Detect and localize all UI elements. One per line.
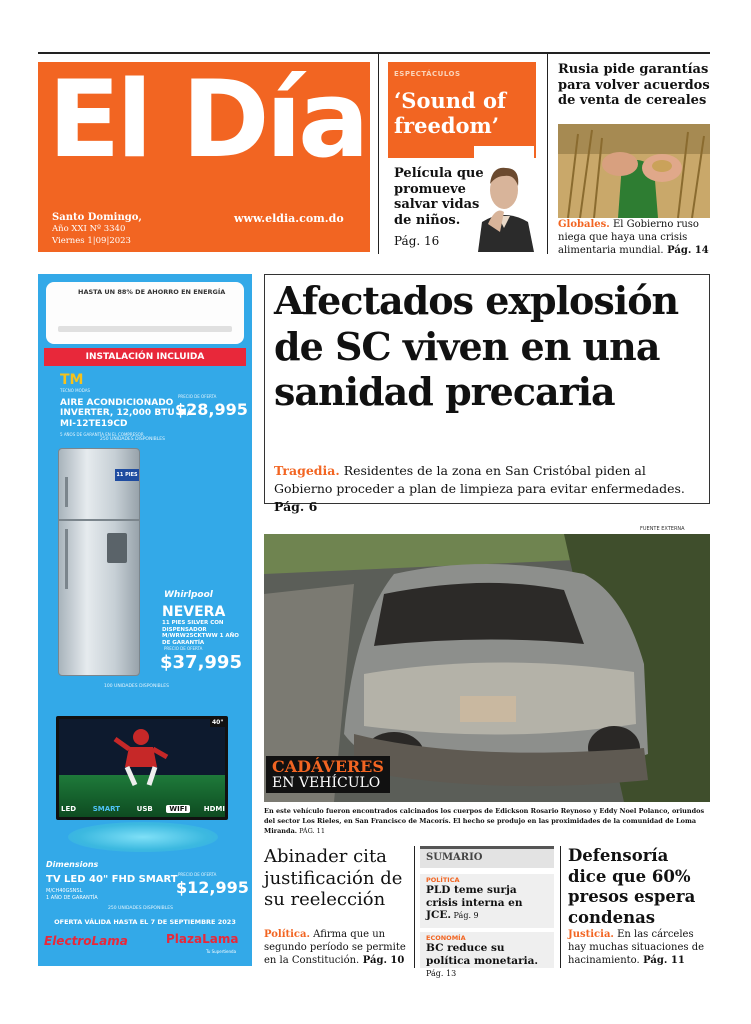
tv-price: $12,995 [176,878,249,897]
sumario-category: ECONOMÍA [426,934,466,942]
sumario-item[interactable] [420,874,554,928]
electrolama-logo: ElectroLama [44,934,128,948]
masthead-city: Santo Domingo, [52,212,142,223]
defensoria-summary: Justicia. En las cárceles hay muchas situaciones de hacinamiento. Pág. 11 [568,929,705,966]
fridge-units: 100 UNIDADES DISPONIBLES [104,684,169,689]
sumario-category: POLÍTICA [426,876,460,884]
fridge-price-label: PRECIO DE OFERTA [164,646,203,651]
feature-hdmi: HDMI [203,805,225,813]
feature-led: LED [61,805,77,813]
tv-size-badge: 40" [212,719,224,726]
photo-label-title: CADÁVERES [272,757,384,776]
lead-summary: Tragedia. Residentes de la zona en San Cristóbal piden al Gobierno proceder a plan de limpieza para evitar enfermedades. Pág. 6 [274,463,685,515]
offer-validity: OFERTA VÁLIDA HASTA EL 7 DE SEPTIEMBRE 2023 [54,918,236,926]
abinader-headline[interactable]: Abinader cita justificación de su reelección [264,846,403,911]
espectaculos-teaser[interactable] [388,62,536,252]
tm-logo: TM [60,372,84,388]
ac-warranty: 5 AÑOS DE GARANTÍA EN EL COMPRESOR [60,432,144,437]
lead-headline[interactable]: Afectados explosión de SC viven en una sanidad precaria [274,278,679,415]
section-tag: Justicia. [568,929,614,940]
feature-usb: USB [136,805,153,813]
football-player-icon [113,727,169,787]
masthead-date: Viernes 1|09|2023 [52,236,131,246]
install-banner: INSTALACIÓN INCLUIDA [44,348,246,366]
masthead [38,58,370,252]
top-rule [38,52,710,54]
section-tag: Tragedia. [274,463,340,478]
fridge-title: NEVERA [162,604,226,620]
section-tag: Globales. [558,219,610,230]
fridge-size-badge: 11 PIES [115,469,139,481]
advertisement[interactable] [38,274,252,966]
photo-credit: FUENTE EXTERNA [640,526,685,532]
sumario-item[interactable] [420,932,554,979]
tv-units: 250 UNIDADES DISPONIBLES [108,906,173,911]
fridge-price: $37,995 [160,652,242,673]
defensoria-headline[interactable]: Defensoría dice que 60% presos espera condenas [568,846,696,927]
air-conditioner-image [46,282,244,344]
tv-title: TV LED 40" FHD SMART [46,874,178,885]
russia-headline[interactable]: Rusia pide garantías para volver acuerdos de venta de cereales [558,62,710,109]
teaser-description: Película que promueve salvar vidas de niños. [394,166,484,228]
teaser-title: ‘Sound of freedom’ [394,88,507,139]
plazalama-logo: PlazaLama [166,932,239,946]
photo-label-subtitle: EN VEHÍCULO [272,774,381,791]
sumario-header: SUMARIO [420,846,554,868]
column-divider [560,846,561,968]
tm-logo-sub: TECNO MODAS [60,388,91,393]
tv-features [58,802,228,816]
ac-grille [58,326,232,332]
tv-price-label: PRECIO DE OFERTA [178,872,217,877]
sumario-text: PLD teme surja crisis interna en JCE. Pág. 9 [426,884,523,922]
column-divider [547,54,548,254]
dimensions-logo: Dimensions [46,860,99,869]
section-kicker: ESPECTÁCULOS [394,70,461,78]
water-dispenser [107,533,127,563]
section-tag: Política. [264,929,310,940]
ac-price-label: PRECIO DE OFERTA [178,394,217,399]
refrigerator-image [58,448,140,676]
column-divider [414,846,415,968]
ac-units: 250 UNIDADES DISPONIBLES [100,437,165,442]
ac-product-title: AIRE ACONDICIONADO INVERTER, 12,000 BTU M/ MI-12TE19CD [60,398,191,429]
tv-model: M/CH40GSNSL [46,888,83,894]
tv-pedestal [68,822,218,852]
masthead-url[interactable]: www.eldia.com.do [234,212,344,225]
column-divider [378,54,379,254]
wheat-hands-photo [558,124,710,218]
abinader-summary: Política. Afirma que un segundo período se permite en la Constitución. Pág. 10 [264,929,406,966]
feature-wifi: WIFI [166,805,190,813]
masthead-issue: Año XXI Nº 3340 [52,224,126,234]
feature-smart: SMART [92,805,120,813]
ac-banner: HASTA UN 88% DE AHORRO EN ENERGÍA [78,288,226,296]
plazalama-tagline: Tu Supertienda [206,949,237,954]
photo-caption: En este vehículo fueron encontrados calcinados los cuerpos de Edickson Rosario Reynoso y Eddy Noel Polanco, oriundos del sector Los Rieles, en San Francisco de Macorís. El hecho se produjo en las proximidades de la comunidad de Loma Miranda. PÁG. 11 [264,807,705,836]
whirlpool-logo: Whirlpool [164,590,213,600]
tv-warranty: 1 AÑO DE GARANTÍA [46,895,98,901]
photo-label [266,756,390,793]
sumario-text: BC reduce su política monetaria. Pág. 13 [426,942,539,979]
newspaper-logo: El Día [48,58,366,181]
fridge-details: 11 PIES SILVER CON DISPENSADOR M/WRW25CKTWW 1 AÑO DE GARANTÍA [162,620,239,646]
russia-summary: Globales. El Gobierno ruso niega que haya una crisis alimentaria mundial. Pág. 14 [558,219,709,256]
ac-price: $28,995 [175,400,248,419]
teaser-page: Pág. 16 [394,234,440,248]
